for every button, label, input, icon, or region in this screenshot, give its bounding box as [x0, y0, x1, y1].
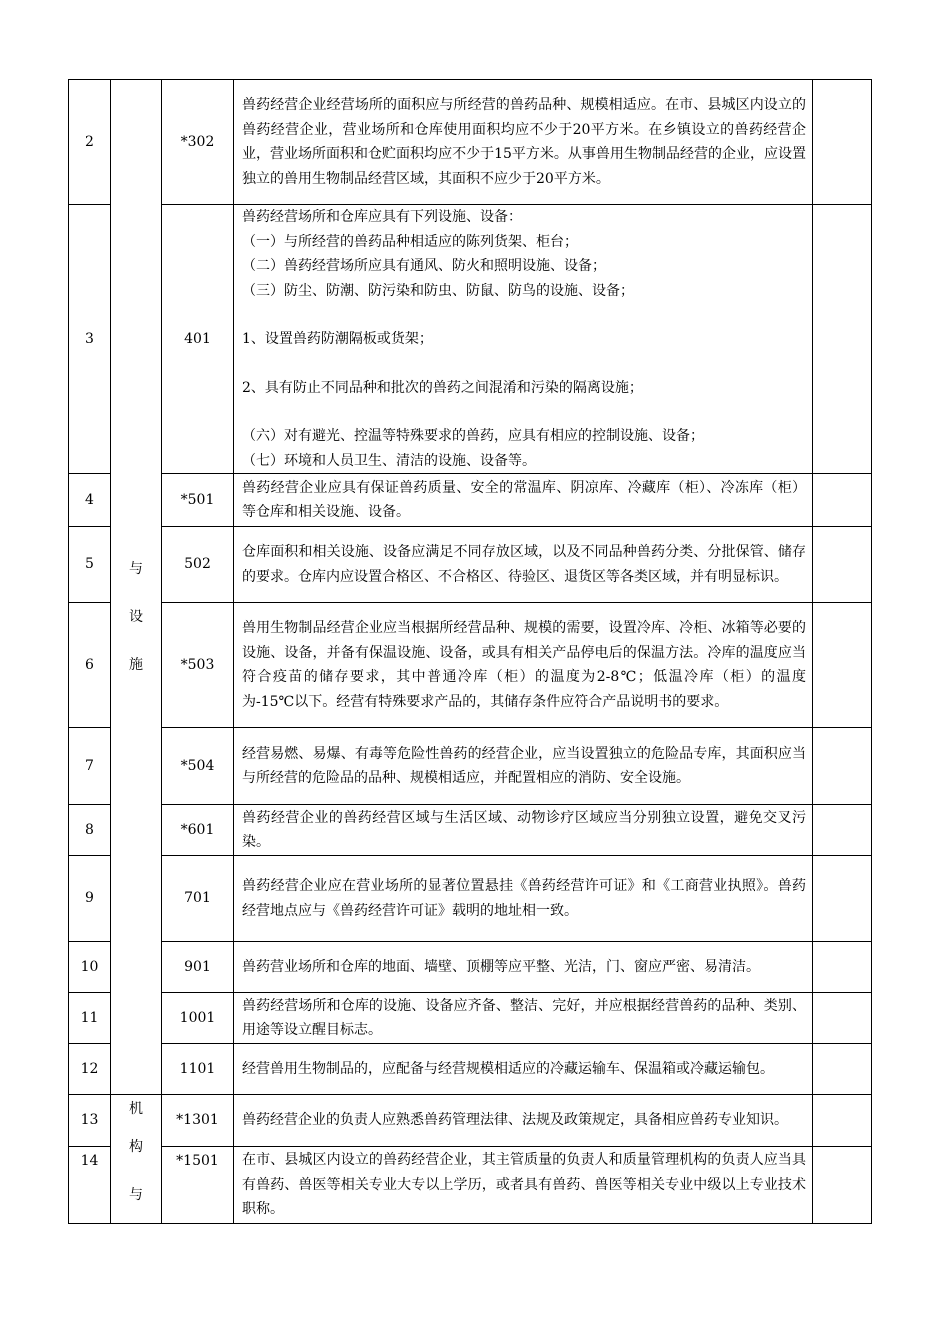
- category-cell-facilities: [111, 80, 162, 1095]
- content-line: （一）与所经营的兽药品种相适应的陈列货架、柜台；: [242, 233, 578, 250]
- item-code: *503: [162, 603, 234, 728]
- item-content: 在市、县城区内设立的兽药经营企业，其主管质量的负责人和质量管理机构的负责人应当具有兽药、兽医等相关专业大专以上学历，或者具有兽药、兽医等相关专业中级以上专业技术职称。: [234, 1147, 813, 1224]
- table-row: [69, 805, 872, 856]
- category-char: 施: [129, 657, 143, 673]
- item-code: *302: [162, 80, 234, 205]
- remarks-cell: [813, 80, 872, 205]
- table-row: [69, 1095, 872, 1147]
- row-number: 4: [69, 474, 111, 527]
- table-row: [69, 942, 872, 993]
- row-number: 7: [69, 728, 111, 805]
- item-content: 兽药经营场所和仓库的设施、设备应齐备、整洁、完好，并应根据经营兽药的品种、类别、用途等设立醒目标志。: [234, 993, 813, 1044]
- content-line: 兽药经营场所和仓库应具有下列设施、设备：: [242, 209, 522, 225]
- item-content: 兽药经营企业的负责人应熟悉兽药管理法律、法规及政策规定，具备相应兽药专业知识。: [234, 1095, 813, 1147]
- row-number: 8: [69, 805, 111, 856]
- row-number: 13: [69, 1095, 111, 1147]
- category-char: 机: [129, 1101, 143, 1117]
- remarks-cell: [813, 856, 872, 942]
- table-row: [69, 1147, 872, 1224]
- category-cell-organization: [111, 1095, 162, 1224]
- content-line: （三）防尘、防潮、防污染和防虫、防鼠、防鸟的设施、设备；: [242, 282, 634, 299]
- category-char: 与: [129, 1187, 143, 1203]
- item-content: 兽药营业场所和仓库的地面、墙壁、顶棚等应平整、光洁，门、窗应严密、易清洁。: [234, 942, 813, 993]
- remarks-cell: [813, 1044, 872, 1095]
- category-char: 设: [129, 609, 143, 625]
- item-content: 兽药经营企业应具有保证兽药质量、安全的常温库、阴凉库、冷藏库（柜）、冷冻库（柜）等仓库和相关设施、设备。: [234, 474, 813, 527]
- row-number: 3: [69, 205, 111, 474]
- blank-line: [242, 352, 806, 376]
- row-number: 9: [69, 856, 111, 942]
- content-line: （七）环境和人员卫生、清洁的设施、设备等。: [242, 452, 536, 469]
- inspection-table: [68, 79, 872, 1224]
- item-content: 兽药经营企业经营场所的面积应与所经营的兽药品种、规模相适应。在市、县城区内设立的兽药经营企业，营业场所和仓库使用面积均应不少于20平方米。在乡镇设立的兽药经营企业，营业场所面积和仓贮面积均应不少于15平方米。从事兽用生物制品经营的企业，应设置独立的兽用生物制品经营区域，其面积不应少于20平方米。: [234, 80, 813, 205]
- row-number: 5: [69, 527, 111, 603]
- item-code: *501: [162, 474, 234, 527]
- row-number: 12: [69, 1044, 111, 1095]
- remarks-cell: [813, 474, 872, 527]
- item-code: *1501: [162, 1147, 234, 1224]
- table-row: [69, 80, 872, 205]
- table-row: [69, 603, 872, 728]
- table-row: [69, 993, 872, 1044]
- item-code: 1101: [162, 1044, 234, 1095]
- row-number: 14: [69, 1147, 111, 1224]
- content-line: 2、具有防止不同品种和批次的兽药之间混淆和污染的隔离设施；: [242, 379, 643, 396]
- remarks-cell: [813, 1095, 872, 1147]
- item-content: 经营易燃、易爆、有毒等危险性兽药的经营企业，应当设置独立的危险品专库，其面积应当与所经营的危险品的品种、规模相适应，并配置相应的消防、安全设施。: [234, 728, 813, 805]
- item-code: *504: [162, 728, 234, 805]
- remarks-cell: [813, 527, 872, 603]
- item-code: 1001: [162, 993, 234, 1044]
- row-number: 11: [69, 993, 111, 1044]
- table-row: [69, 527, 872, 603]
- remarks-cell: [813, 942, 872, 993]
- table-row: [69, 728, 872, 805]
- remarks-cell: [813, 205, 872, 474]
- table-row: [69, 474, 872, 527]
- blank-line: [242, 400, 806, 424]
- remarks-cell: [813, 728, 872, 805]
- item-code: 701: [162, 856, 234, 942]
- table-row: [69, 205, 872, 474]
- category-char: 构: [129, 1139, 143, 1155]
- remarks-cell: [813, 993, 872, 1044]
- item-content: 兽药经营企业应在营业场所的显著位置悬挂《兽药经营许可证》和《工商营业执照》。兽药经营地点应与《兽药经营许可证》载明的地址相一致。: [234, 856, 813, 942]
- content-line: （六）对有避光、控温等特殊要求的兽药，应具有相应的控制设施、设备；: [242, 428, 704, 444]
- item-code: 401: [162, 205, 234, 474]
- table-row: [69, 1044, 872, 1095]
- row-number: 6: [69, 603, 111, 728]
- item-content: 兽药经营企业的兽药经营区域与生活区域、动物诊疗区域应当分别独立设置，避免交叉污染。: [234, 805, 813, 856]
- content-line: 1、设置兽药防潮隔板或货架；: [242, 331, 433, 347]
- remarks-cell: [813, 805, 872, 856]
- item-code: 502: [162, 527, 234, 603]
- remarks-cell: [813, 1147, 872, 1224]
- content-line: （二）兽药经营场所应具有通风、防火和照明设施、设备；: [242, 258, 606, 274]
- item-code: 901: [162, 942, 234, 993]
- table-row: [69, 856, 872, 942]
- item-content: [234, 205, 813, 474]
- row-number: 2: [69, 80, 111, 205]
- category-char: 与: [129, 561, 143, 577]
- item-content: 经营兽用生物制品的，应配备与经营规模相适应的冷藏运输车、保温箱或冷藏运输包。: [234, 1044, 813, 1095]
- remarks-cell: [813, 603, 872, 728]
- item-code: *601: [162, 805, 234, 856]
- blank-line: [242, 303, 806, 327]
- item-code: *1301: [162, 1095, 234, 1147]
- item-content: 仓库面积和相关设施、设备应满足不同存放区域，以及不同品种兽药分类、分批保管、储存的要求。仓库内应设置合格区、不合格区、待验区、退货区等各类区域，并有明显标识。: [234, 527, 813, 603]
- row-number: 10: [69, 942, 111, 993]
- item-content: 兽用生物制品经营企业应当根据所经营品种、规模的需要，设置冷库、冷柜、冰箱等必要的设施、设备，并备有保温设施、设备，或具有相关产品停电后的保温方法。冷库的温度应当符合疫苗的储存要求，其中普通冷库（柜）的温度为2-8℃；低温冷库（柜）的温度为-15℃以下。经营有特殊要求产品的，其储存条件应符合产品说明书的要求。: [234, 603, 813, 728]
